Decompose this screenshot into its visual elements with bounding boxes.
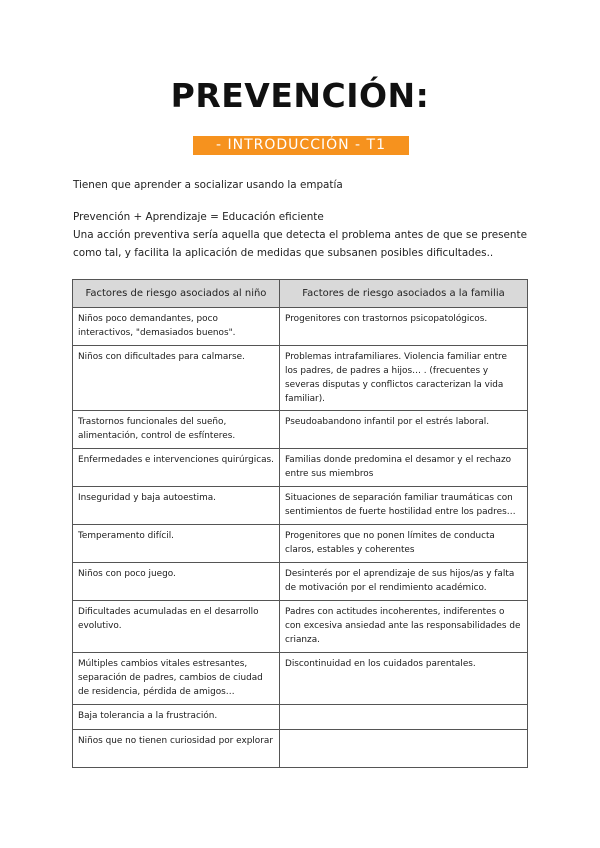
- table-row: [73, 730, 528, 768]
- family-factor-cell: Progenitores que no ponen límites de conducta claros, estables y coherentes: [280, 525, 528, 563]
- section-subtitle: - INTRODUCCIÓN - T1: [193, 136, 409, 155]
- paragraph-definition: Una acción preventiva sería aquella que detecta el problema antes de que se presente como tal, y facilita la aplicación de medidas que subsanen posibles dificultades..: [73, 229, 527, 259]
- page-title: PREVENCIÓN:: [170, 76, 430, 115]
- child-factor-cell: Múltiples cambios vitales estresantes, separación de padres, cambios de ciudad de residencia, pérdida de amigos…: [73, 653, 280, 705]
- paragraph-empathy: Tienen que aprender a socializar usando la empatía: [73, 179, 343, 191]
- family-factor-cell: [280, 730, 528, 768]
- child-factor-cell: Enfermedades e intervenciones quirúrgicas.: [73, 449, 280, 487]
- table-header-row: [73, 280, 528, 308]
- paragraph-formula: Prevención + Aprendizaje = Educación eficiente: [73, 211, 324, 223]
- family-factor-cell: Problemas intrafamiliares. Violencia familiar entre los padres, de padres a hijos… . (frecuentes y severas disputas y conflictos caracterizan la vida familiar).: [280, 346, 528, 411]
- table-row: [73, 449, 528, 487]
- table-row: [73, 525, 528, 563]
- family-factor-cell: [280, 705, 528, 730]
- header-child-factors: Factores de riesgo asociados al niño: [73, 280, 280, 308]
- child-factor-cell: Temperamento difícil.: [73, 525, 280, 563]
- table-row: [73, 411, 528, 449]
- family-factor-cell: Progenitores con trastornos psicopatológicos.: [280, 308, 528, 346]
- child-factor-cell: Niños que no tienen curiosidad por explorar: [73, 730, 280, 768]
- child-factor-cell: Inseguridad y baja autoestima.: [73, 487, 280, 525]
- risk-factors-table: [72, 279, 528, 768]
- family-factor-cell: Padres con actitudes incoherentes, indiferentes o con excesiva ansiedad ante las responsabilidades de crianza.: [280, 601, 528, 653]
- family-factor-cell: Familias donde predomina el desamor y el rechazo entre sus miembros: [280, 449, 528, 487]
- header-family-factors: Factores de riesgo asociados a la familia: [280, 280, 528, 308]
- child-factor-cell: Niños con poco juego.: [73, 563, 280, 601]
- table-row: [73, 601, 528, 653]
- family-factor-cell: Situaciones de separación familiar traumáticas con sentimientos de fuerte hostilidad entre los padres…: [280, 487, 528, 525]
- table-row: [73, 563, 528, 601]
- child-factor-cell: Dificultades acumuladas en el desarrollo evolutivo.: [73, 601, 280, 653]
- table-row: [73, 705, 528, 730]
- child-factor-cell: Trastornos funcionales del sueño, alimentación, control de esfínteres.: [73, 411, 280, 449]
- table-row: [73, 308, 528, 346]
- family-factor-cell: Discontinuidad en los cuidados parentales.: [280, 653, 528, 705]
- child-factor-cell: Niños con dificultades para calmarse.: [73, 346, 280, 411]
- child-factor-cell: Niños poco demandantes, poco interactivos, "demasiados buenos".: [73, 308, 280, 346]
- family-factor-cell: Desinterés por el aprendizaje de sus hijos/as y falta de motivación por el rendimiento académico.: [280, 563, 528, 601]
- table-row: [73, 487, 528, 525]
- child-factor-cell: Baja tolerancia a la frustración.: [73, 705, 280, 730]
- table-row: [73, 653, 528, 705]
- table-row: [73, 346, 528, 411]
- family-factor-cell: Pseudoabandono infantil por el estrés laboral.: [280, 411, 528, 449]
